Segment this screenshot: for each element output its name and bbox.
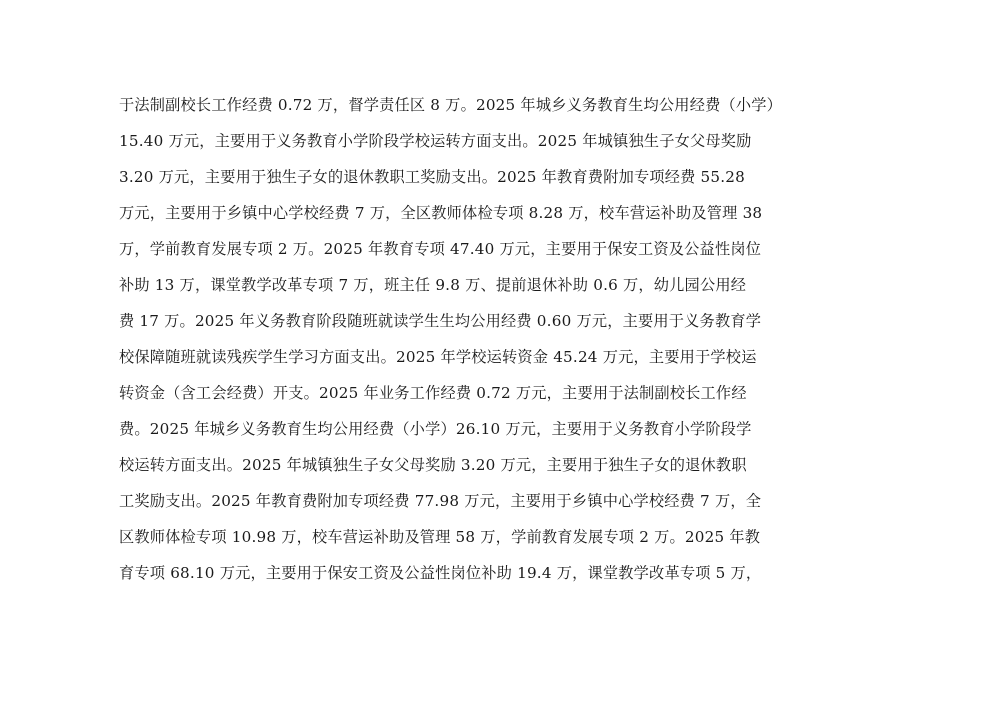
text-line: 费。2025 年城乡义务教育生均公用经费（小学）26.10 万元，主要用于义务教育小学阶段学 bbox=[119, 420, 752, 438]
text-line: 于法制副校长工作经费 0.72 万，督学责任区 8 万。2025 年城乡义务教育生均公用经费（小学） bbox=[119, 96, 783, 114]
text-line: 工奖励支出。2025 年教育费附加专项经费 77.98 万元，主要用于乡镇中心学校经费 7 万，全 bbox=[119, 492, 762, 510]
text-line: 育专项 68.10 万元，主要用于保安工资及公益性岗位补助 19.4 万，课堂教学改革专项 5 万， bbox=[119, 564, 762, 582]
text-line: 费 17 万。2025 年义务教育阶段随班就读学生生均公用经费 0.60 万元，主要用于义务教育学 bbox=[119, 312, 762, 330]
text-line: 15.40 万元，主要用于义务教育小学阶段学校运转方面支出。2025 年城镇独生子女父母奖励 bbox=[119, 132, 752, 150]
text-line: 区教师体检专项 10.98 万，校车营运补助及管理 58 万，学前教育发展专项 2 万。2025 年教 bbox=[119, 528, 761, 546]
text-line: 转资金（含工会经费）开支。2025 年业务工作经费 0.72 万元，主要用于法制副校长工作经 bbox=[119, 384, 747, 402]
text-line: 万元，主要用于乡镇中心学校经费 7 万，全区教师体检专项 8.28 万，校车营运补助及管理 38 bbox=[119, 204, 763, 222]
text-line: 校保障随班就读残疾学生学习方面支出。2025 年学校运转资金 45.24 万元，主要用于学校运 bbox=[119, 348, 757, 366]
text-line: 校运转方面支出。2025 年城镇独生子女父母奖励 3.20 万元，主要用于独生子女的退休教职 bbox=[119, 456, 747, 474]
text-line: 3.20 万元，主要用于独生子女的退休教职工奖励支出。2025 年教育费附加专项经费 55.28 bbox=[119, 168, 746, 186]
body-text bbox=[119, 87, 889, 591]
text-line: 补助 13 万，课堂教学改革专项 7 万，班主任 9.8 万、提前退休补助 0.6 万，幼儿园公用经 bbox=[119, 276, 747, 294]
text-line: 万，学前教育发展专项 2 万。2025 年教育专项 47.40 万元，主要用于保安工资及公益性岗位 bbox=[119, 240, 762, 258]
